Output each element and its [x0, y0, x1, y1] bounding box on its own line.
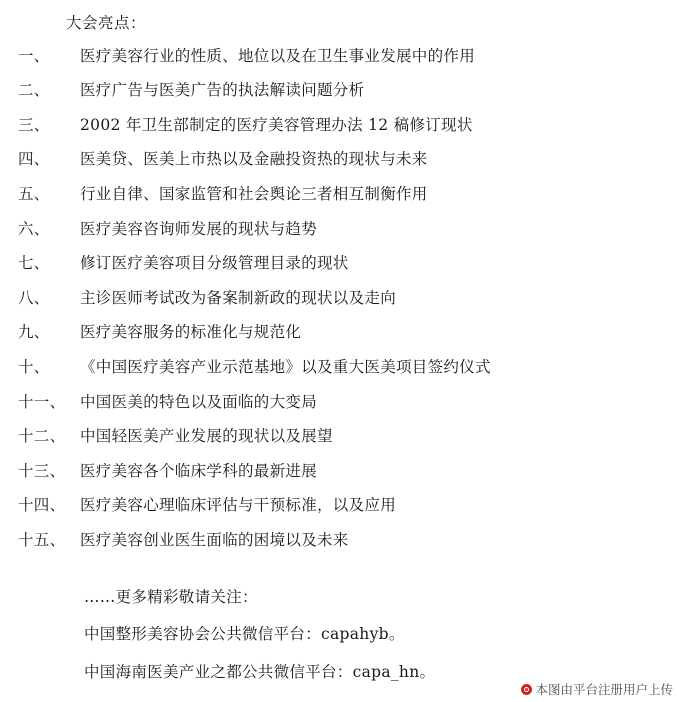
- list-item: [18, 496, 659, 515]
- list-item: [18, 47, 659, 66]
- highlights-list: [18, 47, 659, 550]
- list-item-text: 中国医美的特色以及面临的大变局: [80, 392, 318, 411]
- footer-note-wechat-capahyb: 中国整形美容协会公共微信平台：capahyb。: [84, 625, 405, 644]
- list-item-text: 《中国医疗美容产业示范基地》以及重大医美项目签约仪式: [80, 357, 491, 376]
- list-item-number: 十一、: [18, 392, 66, 411]
- list-item: [18, 150, 659, 169]
- list-item: [18, 393, 659, 412]
- list-item-text: 医疗美容创业医生面临的困境以及未来: [80, 530, 349, 549]
- list-item-text: 医疗美容各个临床学科的最新进展: [80, 461, 318, 480]
- list-item-number: 三、: [18, 115, 50, 134]
- list-item-number: 二、: [18, 81, 50, 100]
- list-item-text: 行业自律、国家监管和社会舆论三者相互制衡作用: [80, 184, 428, 203]
- footer-note-more: ……更多精彩敬请关注：: [84, 587, 258, 606]
- list-item-number: 七、: [18, 254, 50, 273]
- list-item-number: 八、: [18, 288, 50, 307]
- list-item-number: 十五、: [18, 530, 66, 549]
- list-item-text: 中国轻医美产业发展的现状以及展望: [80, 427, 333, 446]
- copyright-icon: [521, 684, 532, 695]
- list-item: [18, 254, 659, 273]
- list-item-text: 医疗广告与医美广告的执法解读问题分析: [80, 81, 365, 100]
- list-item: [18, 185, 659, 204]
- watermark-text: 本图由平台注册用户上传: [535, 682, 673, 697]
- list-item: [18, 531, 659, 550]
- list-item: [18, 427, 659, 446]
- list-item-text: 修订医疗美容项目分级管理目录的现状: [80, 254, 349, 273]
- list-item-number: 十二、: [18, 427, 66, 446]
- footer-note-wechat-capahn: 中国海南医美产业之都公共微信平台：capa_hn。: [84, 662, 436, 681]
- list-item: [18, 323, 659, 342]
- list-item-number: 六、: [18, 219, 50, 238]
- list-item-text: 医疗美容咨询师发展的现状与趋势: [80, 219, 318, 238]
- list-item: [18, 81, 659, 100]
- list-item: [18, 462, 659, 481]
- page-title: 大会亮点：: [66, 14, 147, 32]
- list-item-number: 一、: [18, 46, 50, 65]
- footer-notes: [84, 588, 659, 682]
- list-item-number: 十、: [18, 357, 50, 376]
- list-item-number: 十四、: [18, 496, 66, 515]
- watermark: [521, 680, 673, 698]
- list-item-number: 四、: [18, 150, 50, 169]
- list-item-text: 医疗美容服务的标准化与规范化: [80, 323, 302, 342]
- list-item: [18, 358, 659, 377]
- list-item-number: 五、: [18, 184, 50, 203]
- list-item-number: 十三、: [18, 461, 66, 480]
- list-item: [18, 220, 659, 239]
- list-item: [18, 289, 659, 308]
- list-item-text: 医疗美容行业的性质、地位以及在卫生事业发展中的作用: [80, 46, 476, 65]
- list-item: [18, 116, 659, 135]
- list-item-text: 医疗美容心理临床评估与干预标准，以及应用: [80, 496, 397, 515]
- list-item-number: 九、: [18, 323, 50, 342]
- list-item-text: 医美贷、医美上市热以及金融投资热的现状与未来: [80, 150, 428, 169]
- list-item-text: 2002 年卫生部制定的医疗美容管理办法 12 稿修订现状: [80, 115, 473, 134]
- list-item-text: 主诊医师考试改为备案制新政的现状以及走向: [80, 288, 397, 307]
